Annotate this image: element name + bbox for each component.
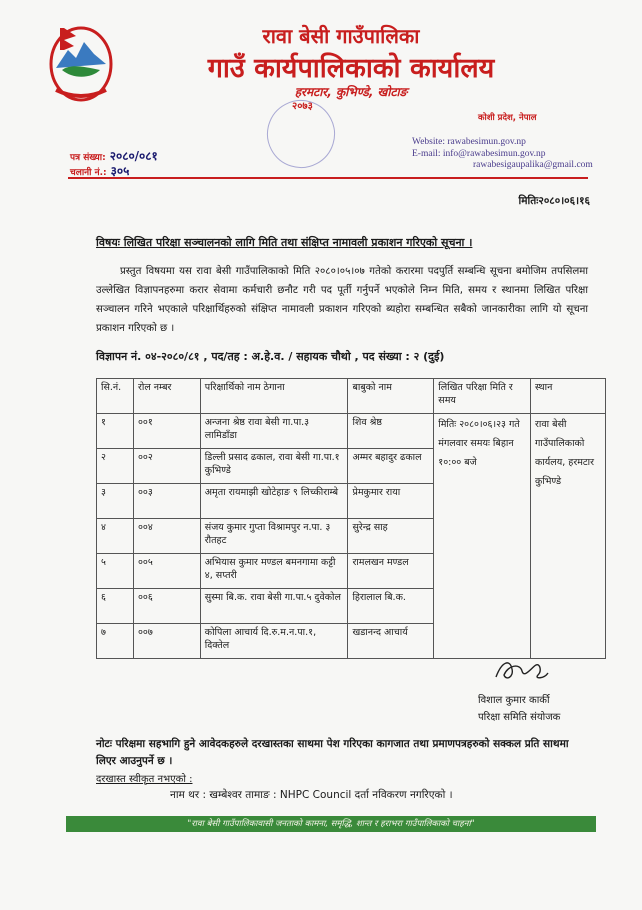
cell-roll: ००६ [133, 589, 200, 624]
notice-body: प्रस्तुत विषयमा यस रावा बेसी गाउँपालिकाको मिति २०८०।०५।०७ गतेको करारमा पदपुर्ति सम्बन्धि सूचना बमोजिम तपसिलमा उल्लेखित विज्ञापनहरुमा करार सेवामा कर्मचारी छनौट गरी पद पूर्ती गर्नुपर्ने भएकोले निम्न मिति, समय र स्थानमा लिखित परिक्षा सञ्चालन गरिने भएकाले परिक्षार्थिहरुको संक्षिप्त नामावली प्रकाशन गरिएको ब्यहोरा सम्बन्धित सबैको जानकारीका लागि यो सूचना प्रकाशन गरिएको छ । [96, 266, 588, 334]
cell-sn: २ [97, 449, 134, 484]
cell-sn: ३ [97, 484, 134, 519]
cell-father: रामलखन मण्डल [348, 554, 434, 589]
cell-sn: ७ [97, 624, 134, 659]
cell-name: डिल्ली प्रसाद ढकाल, रावा बेसी गा.पा.१ कुभिण्डे [200, 449, 348, 484]
province-label: कोशी प्रदेश, नेपाल [478, 113, 537, 123]
handwritten-signature [492, 655, 550, 685]
header-divider [68, 177, 588, 179]
table-header-row [97, 379, 606, 414]
footer-slogan-banner: "रावा बेसी गाउँपालिकावासी जनताको कामना, समृद्धि, शान्त र हराभरा गाउँपालिकाको चाहना" [66, 816, 596, 832]
rejected-heading: दरखास्त स्वीकृत नभएको : [96, 774, 193, 785]
notice-date: मितिः२०८०।०६।१६ [518, 195, 590, 207]
cell-roll: ००५ [133, 554, 200, 589]
letter-no-label: पत्र संख्या: [70, 153, 106, 163]
cell-name: अन्जना श्रेष्ठ रावा बेसी गा.पा.३ लामिडाँडा [200, 414, 348, 449]
signatory-name: विशाल कुमार कार्की [478, 695, 550, 706]
cell-name: अभियास कुमार मण्डल बमनगामा कट्टी ४, सप्तरी [200, 554, 348, 589]
established-year: २०७३ [292, 101, 313, 112]
cell-name: कोपिला आचार्य दि.रु.म.न.पा.१, दिक्तेल [200, 624, 348, 659]
cell-roll: ००७ [133, 624, 200, 659]
cell-sn: ६ [97, 589, 134, 624]
cell-sn: १ [97, 414, 134, 449]
cell-roll: ००२ [133, 449, 200, 484]
candidate-table [96, 378, 606, 659]
municipality-name: रावा बेसी गाउँपालिका [262, 24, 420, 48]
col-header-name: परिक्षार्थिको नाम ठेगाना [200, 379, 348, 414]
office-name: गाउँ कार्यपालिकाको कार्यालय [207, 53, 495, 84]
col-header-venue: स्थान [531, 379, 606, 414]
cell-roll: ००१ [133, 414, 200, 449]
office-address: हरमटार, कुभिण्डे, खोटाङ [294, 85, 408, 99]
cell-name: अमृता रायमाझी खोटेहाङ ९ लिच्कीराम्बे [200, 484, 348, 519]
dispatch-no-value: ३०५ [110, 164, 130, 178]
cell-sn: ४ [97, 519, 134, 554]
reference-block [70, 150, 158, 180]
signatory-title: परिक्षा समिति संयोजक [478, 712, 561, 723]
cell-sn: ५ [97, 554, 134, 589]
table-row [97, 414, 606, 449]
notice-subject: विषयः लिखित परिक्षा सञ्चालनको लागि मिति तथा संक्षिप्त नामावली प्रकाशन गरिएको सूचना । [96, 236, 473, 249]
dispatch-no-label: चलानी नं.: [70, 168, 107, 178]
cell-father: अम्मर बहादुर ढकाल [348, 449, 434, 484]
email-text: E-mail: info@rawabesimun.gov.np [412, 148, 546, 159]
cell-roll: ००४ [133, 519, 200, 554]
cell-name: संजय कुमार गुप्ता विश्रामपुर न.पा. ३ रौतहट [200, 519, 348, 554]
office-seal-stamp [255, 88, 347, 180]
vacancy-line: विज्ञापन नं. ०४-२०८०/८१ , पद/तह : अ.हे.व. / सहायक चौथो , पद संख्या : २ (दुई) [96, 350, 445, 363]
cell-exam-date-time: मितिः २०८०।०६।२३ गते मंगलवार समयः बिहान १०:०० बजे [434, 414, 531, 659]
cell-venue: रावा बेसी गाउँपालिकाको कार्यलय, हरमटार कुभिण्डे [531, 414, 606, 659]
website-text: Website: rawabesimun.gov.np [412, 137, 526, 147]
col-header-roll: रोल नम्बर [133, 379, 200, 414]
cell-father: शिव श्रेष्ठ [348, 414, 434, 449]
rejected-entry: नाम थर : खम्बेश्वर तामाङ : NHPC Council दर्ता नविकरण नगरिएको । [170, 789, 453, 801]
col-header-father: बाबुको नाम [348, 379, 434, 414]
email-alt-text: rawabesigaupalika@gmail.com [473, 160, 593, 170]
cell-name: सुस्मा बि.क. रावा बेसी गा.पा.५ दुवेकोल [200, 589, 348, 624]
notice-note: नोटः परिक्षमा सहभागि हुने आवेदकहरुले दरखास्तका साथमा पेश गरिएका कागजात तथा प्रमाणपत्रहरुको सक्कल प्रति साथमा लिएर आउनुपर्ने छ । [96, 738, 569, 767]
contact-block [412, 137, 593, 172]
cell-father: हिरालाल बि.क. [348, 589, 434, 624]
cell-roll: ००३ [133, 484, 200, 519]
cell-father: खडानन्द आचार्य [348, 624, 434, 659]
letter-no-value: २०८०/०८१ [109, 149, 158, 163]
cell-father: सुरेन्द्र साह [348, 519, 434, 554]
cell-father: प्रेमकुमार राया [348, 484, 434, 519]
signatory-block [478, 692, 560, 726]
col-header-exam: लिखित परिक्षा मिति र समय [434, 379, 531, 414]
col-header-sn: सि.नं. [97, 379, 134, 414]
